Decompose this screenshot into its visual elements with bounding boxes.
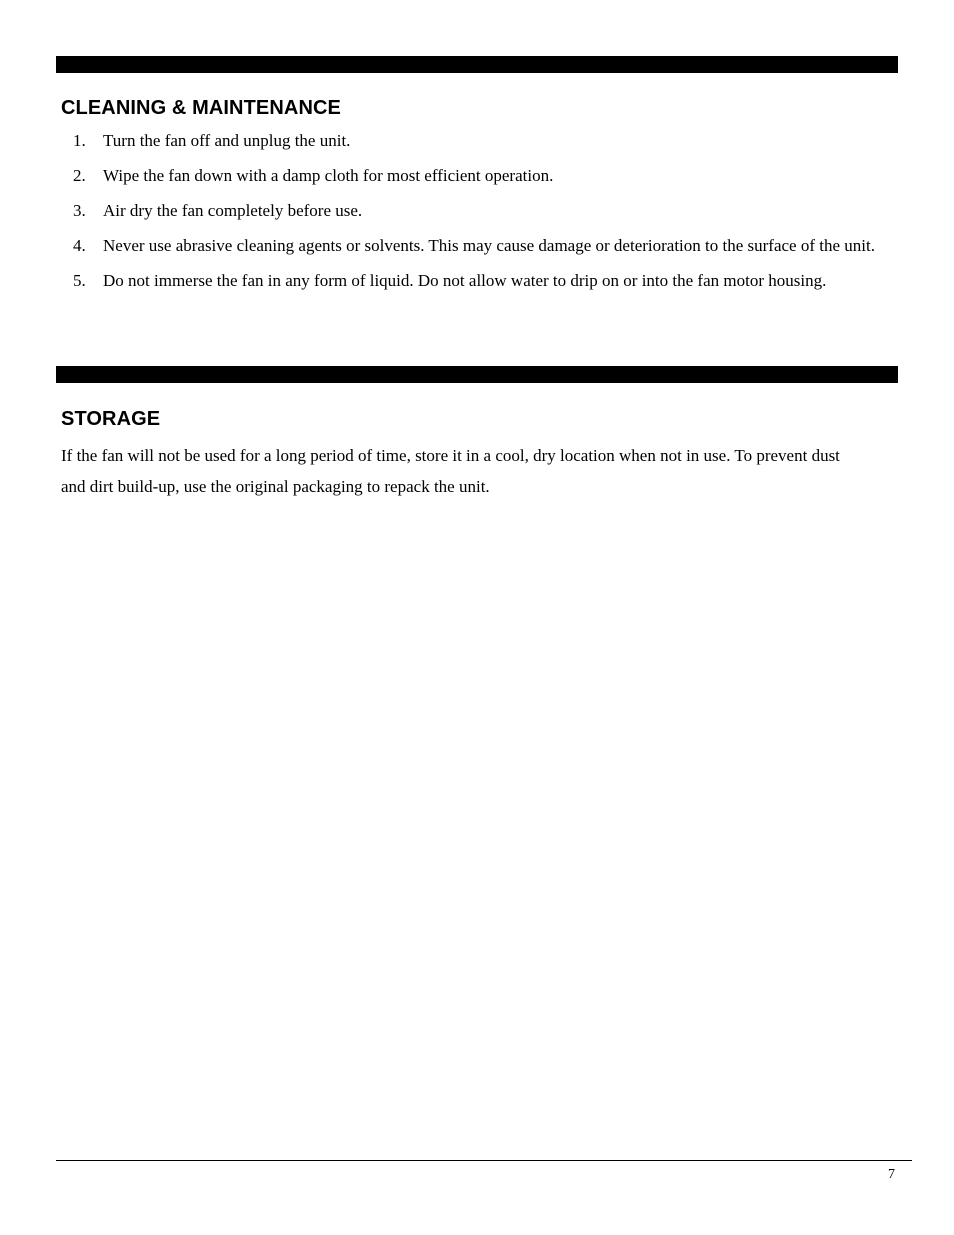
- step-text: Do not immerse the fan in any form of liquid. Do not allow water to drip on or into the fan motor housing.: [103, 271, 827, 290]
- step-number: 2.: [73, 166, 86, 185]
- footer-rule: [56, 1160, 912, 1161]
- step-text: Wipe the fan down with a damp cloth for most efficient operation.: [103, 166, 554, 185]
- storage-paragraph: If the fan will not be used for a long period of time, store it in a cool, dry location when not in use. To prevent dust and dirt build-up, use the original packaging to repack the unit.: [61, 446, 840, 496]
- section-divider-bar: [56, 56, 898, 73]
- list-item: [61, 235, 901, 257]
- storage-heading: STORAGE: [61, 408, 161, 430]
- list-item: [61, 165, 901, 187]
- step-number: 3.: [73, 201, 86, 220]
- step-number: 4.: [73, 236, 86, 255]
- cleaning-maintenance-heading: CLEANING & MAINTENANCE: [61, 97, 341, 119]
- section-divider-bar: [56, 366, 898, 383]
- page-number: 7: [888, 1167, 895, 1182]
- list-item: [61, 130, 901, 152]
- step-text: Air dry the fan completely before use.: [103, 201, 363, 220]
- step-text: Never use abrasive cleaning agents or solvents. This may cause damage or deterioration to the surface of the unit.: [103, 236, 875, 255]
- list-item: [61, 270, 901, 292]
- step-text: Turn the fan off and unplug the unit.: [103, 131, 351, 150]
- list-item: [61, 200, 901, 222]
- cleaning-steps-list: [61, 130, 901, 305]
- step-number: 1.: [73, 131, 86, 150]
- step-number: 5.: [73, 271, 86, 290]
